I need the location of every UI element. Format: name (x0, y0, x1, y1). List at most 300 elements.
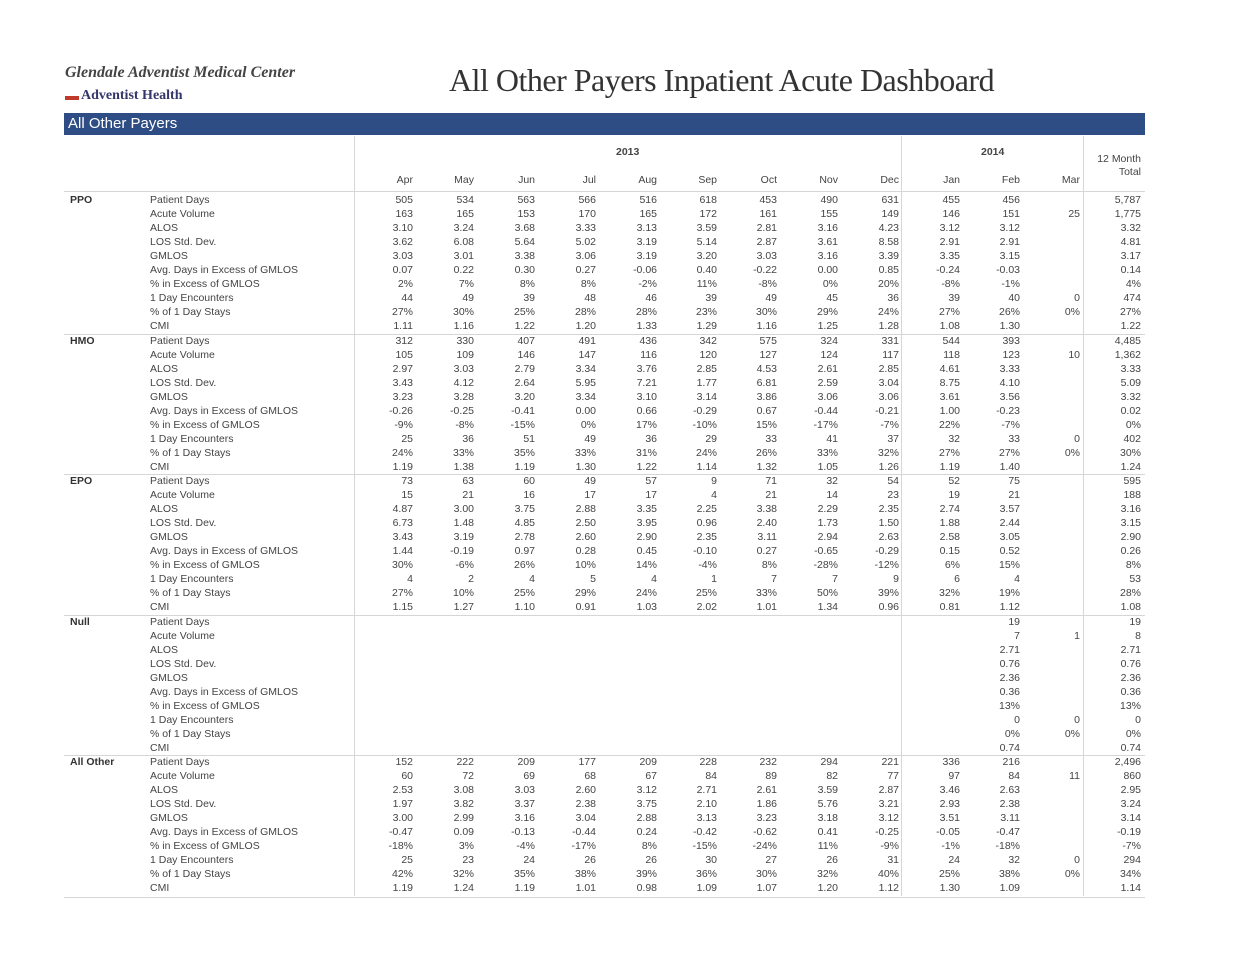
month-header-jun: Jun (518, 174, 535, 186)
data-cell: 4.53 (756, 362, 777, 375)
data-cell: 2.25 (696, 503, 717, 516)
data-cell: 1.29 (696, 320, 717, 333)
data-cell: 2.60 (575, 531, 596, 544)
data-cell: 20% (877, 278, 899, 291)
row-label: Acute Volume (150, 629, 215, 642)
data-cell: 1.19 (514, 882, 535, 895)
data-cell: 2.10 (696, 798, 717, 811)
data-cell: 60 (401, 770, 413, 783)
data-cell: 39 (948, 292, 960, 305)
data-cell: 216 (1002, 756, 1020, 768)
data-cell: 26% (513, 559, 535, 572)
data-cell: 3.28 (453, 390, 474, 403)
data-cell: 2.81 (756, 222, 777, 235)
row-label: GMLOS (150, 250, 188, 263)
data-cell: 3.86 (756, 390, 777, 403)
total-cell: -0.19 (1117, 826, 1141, 839)
row-label: LOS Std. Dev. (150, 657, 217, 670)
data-cell: 5.95 (575, 376, 596, 389)
data-cell: 10% (574, 559, 596, 572)
row-label: % of 1 Day Stays (150, 587, 231, 600)
data-cell: 3.38 (756, 503, 777, 516)
data-cell: 3.51 (939, 812, 960, 825)
data-cell: 3.59 (817, 784, 838, 797)
row-label: ALOS (150, 222, 179, 235)
data-cell: 1.20 (817, 882, 838, 895)
data-cell: 1.27 (453, 601, 474, 614)
data-cell: 44 (401, 292, 413, 305)
data-cell: 6.08 (453, 236, 474, 249)
data-cell: 534 (456, 194, 474, 206)
data-cell: 3.33 (999, 362, 1020, 375)
data-cell: 3.57 (999, 503, 1020, 516)
data-cell: -0.21 (875, 404, 899, 417)
data-cell: 1.15 (392, 601, 413, 614)
data-cell: 4.61 (939, 362, 960, 375)
data-cell: 124 (820, 348, 838, 361)
data-cell: 8% (580, 278, 596, 291)
data-cell: 13% (998, 699, 1020, 712)
data-cell: 24% (695, 446, 717, 459)
data-cell: 453 (759, 194, 777, 206)
data-cell: 161 (759, 208, 777, 221)
data-cell: 0.09 (453, 826, 474, 839)
row-label: ALOS (150, 503, 179, 516)
data-cell: 68 (584, 770, 596, 783)
data-cell: 3.03 (392, 250, 413, 263)
data-cell: 3.68 (514, 222, 535, 235)
data-cell: 0.85 (878, 264, 899, 277)
data-cell: 491 (578, 334, 596, 347)
data-cell: 3.01 (453, 250, 474, 263)
data-cell: 505 (395, 194, 413, 206)
total-cell: 4.81 (1120, 236, 1141, 249)
month-header-sep: Sep (698, 174, 717, 186)
data-cell: 1.19 (514, 460, 535, 473)
data-cell: 1.14 (696, 460, 717, 473)
data-cell: 3.43 (392, 531, 413, 544)
data-cell: 3.75 (514, 503, 535, 516)
data-cell: -0.10 (693, 545, 717, 558)
data-cell: 1.40 (999, 460, 1020, 473)
data-cell: 45 (826, 292, 838, 305)
data-cell: 3.06 (575, 250, 596, 263)
data-cell: 1.26 (878, 460, 899, 473)
data-cell: 2.87 (878, 784, 899, 797)
data-cell: 2.38 (575, 798, 596, 811)
row-label: Acute Volume (150, 770, 215, 783)
data-cell: 32% (816, 868, 838, 881)
data-cell: 3.05 (999, 531, 1020, 544)
data-cell: 36 (462, 432, 474, 445)
data-cell: 2.36 (999, 671, 1020, 684)
data-cell: 3.19 (636, 236, 657, 249)
data-cell: 22% (938, 418, 960, 431)
data-cell: 25 (401, 854, 413, 867)
row-label: CMI (150, 460, 170, 473)
page-title: All Other Payers Inpatient Acute Dashboard (449, 62, 995, 98)
total-cell: 8% (1125, 559, 1141, 572)
data-cell: 2.61 (756, 784, 777, 797)
data-cell: -0.44 (814, 404, 838, 417)
data-cell: 436 (639, 334, 657, 347)
data-cell: 456 (1002, 194, 1020, 206)
data-cell: 2.63 (999, 784, 1020, 797)
data-cell: 49 (584, 432, 596, 445)
data-cell: 1.10 (514, 601, 535, 614)
row-label: Acute Volume (150, 489, 215, 502)
data-cell: 49 (765, 292, 777, 305)
data-cell: 3.04 (878, 376, 899, 389)
data-cell: -0.42 (693, 826, 717, 839)
data-cell: 42% (391, 868, 413, 881)
data-cell: 36 (645, 432, 657, 445)
data-cell: 54 (887, 475, 899, 487)
total-cell: 27% (1119, 306, 1141, 319)
data-cell: 3.21 (878, 798, 899, 811)
total-cell: 30% (1119, 446, 1141, 459)
data-cell: 221 (881, 756, 899, 768)
data-cell: 29% (574, 587, 596, 600)
data-cell: -9% (394, 418, 413, 431)
data-cell: 118 (943, 348, 960, 361)
data-cell: 8% (519, 278, 535, 291)
month-header-mar: Mar (1061, 174, 1080, 186)
data-cell: 2.85 (878, 362, 899, 375)
data-cell: 105 (395, 348, 413, 361)
data-cell: 8.75 (939, 376, 960, 389)
group-label: HMO (70, 334, 95, 347)
row-label: % of 1 Day Stays (150, 727, 231, 740)
data-cell: -18% (388, 840, 413, 853)
data-cell: 24% (391, 446, 413, 459)
total-cell: 34% (1119, 868, 1141, 881)
row-label: 1 Day Encounters (150, 432, 234, 445)
data-cell: 120 (699, 348, 717, 361)
data-cell: 2.85 (696, 362, 717, 375)
data-cell: 0.96 (878, 601, 899, 614)
data-cell: 1.19 (392, 882, 413, 895)
data-cell: 2.91 (939, 236, 960, 249)
total-cell: 8 (1135, 629, 1141, 642)
data-cell: 1.30 (999, 320, 1020, 333)
data-cell: 32% (938, 587, 960, 600)
total-cell: 474 (1123, 292, 1141, 305)
data-cell: 1.88 (939, 517, 960, 530)
total-header-line1: 12 Month (1097, 153, 1141, 165)
data-cell: 0 (1074, 432, 1080, 445)
data-cell: 3.38 (514, 250, 535, 263)
data-cell: -7% (880, 418, 899, 431)
data-cell: 575 (759, 334, 777, 347)
data-cell: 3.16 (817, 250, 838, 263)
total-cell: 0% (1125, 727, 1141, 740)
data-cell: 222 (456, 756, 474, 768)
month-header-jul: Jul (582, 174, 596, 186)
row-label: Acute Volume (150, 348, 215, 361)
total-cell: -7% (1122, 840, 1141, 853)
data-cell: 3.12 (999, 222, 1020, 235)
data-cell: 0.28 (575, 545, 596, 558)
data-cell: 0.81 (939, 601, 960, 614)
data-cell: 1.38 (453, 460, 474, 473)
data-cell: 51 (523, 432, 535, 445)
data-cell: 84 (705, 770, 717, 783)
data-cell: 1.01 (575, 882, 596, 895)
row-label: ALOS (150, 362, 179, 375)
data-cell: 49 (462, 292, 474, 305)
data-cell: 77 (887, 770, 899, 783)
data-cell: 0.76 (999, 657, 1020, 670)
data-cell: 1.07 (756, 882, 777, 895)
table-bottom-border (64, 897, 1145, 898)
data-cell: 29 (705, 432, 717, 445)
data-cell: 6 (954, 573, 960, 586)
data-cell: 3.23 (756, 812, 777, 825)
data-cell: 31 (887, 854, 899, 867)
total-cell: 1,775 (1114, 208, 1141, 221)
data-cell: 2.53 (392, 784, 413, 797)
row-label: 1 Day Encounters (150, 713, 234, 726)
data-cell: 14% (635, 559, 657, 572)
total-cell: 1.14 (1120, 882, 1141, 895)
total-cell: 19 (1129, 615, 1141, 628)
header-divider (64, 191, 1145, 192)
data-cell: 0.22 (453, 264, 474, 277)
data-cell: 2.38 (999, 798, 1020, 811)
data-cell: 2.58 (939, 531, 960, 544)
data-cell: 3.59 (696, 222, 717, 235)
data-cell: 163 (395, 208, 413, 221)
data-cell: 84 (1008, 770, 1020, 783)
data-cell: 3.14 (696, 390, 717, 403)
row-label: LOS Std. Dev. (150, 798, 217, 811)
data-cell: 0 (1074, 292, 1080, 305)
data-cell: 8% (761, 559, 777, 572)
data-cell: 60 (523, 475, 535, 487)
data-cell: 1.77 (696, 376, 717, 389)
data-cell: 40% (877, 868, 899, 881)
data-cell: 32% (452, 868, 474, 881)
data-cell: 331 (881, 334, 899, 347)
data-cell: 146 (517, 348, 535, 361)
data-cell: 21 (1008, 489, 1020, 502)
data-cell: -0.23 (996, 404, 1020, 417)
row-label: 1 Day Encounters (150, 292, 234, 305)
total-cell: 2.95 (1120, 784, 1141, 797)
data-cell: 3.82 (453, 798, 474, 811)
data-cell: 3.35 (636, 503, 657, 516)
row-label: Patient Days (150, 334, 210, 347)
data-cell: 1.09 (999, 882, 1020, 895)
data-cell: 75 (1008, 475, 1020, 487)
total-cell: 595 (1123, 475, 1141, 487)
logo-mark-icon (65, 96, 79, 100)
row-label: % in Excess of GMLOS (150, 559, 260, 572)
data-cell: 3.56 (999, 390, 1020, 403)
data-cell: 5 (590, 573, 596, 586)
data-cell: -0.26 (389, 404, 413, 417)
data-cell: 9 (893, 573, 899, 586)
year-2014-label: 2014 (981, 146, 1005, 158)
month-header-apr: Apr (396, 174, 413, 186)
data-cell: 7 (832, 573, 838, 586)
data-cell: 38% (998, 868, 1020, 881)
data-cell: 35% (513, 446, 535, 459)
data-cell: -0.25 (450, 404, 474, 417)
total-cell: 4% (1125, 278, 1141, 291)
data-cell: 11% (817, 840, 838, 853)
total-cell: 5,787 (1114, 194, 1141, 206)
data-cell: 0% (1064, 446, 1080, 459)
total-cell: 2.71 (1120, 643, 1141, 656)
data-cell: 4.23 (878, 222, 899, 235)
data-cell: 2.79 (514, 362, 535, 375)
data-cell: 24 (948, 854, 960, 867)
data-cell: 155 (820, 208, 838, 221)
data-cell: 165 (639, 208, 657, 221)
row-label: Patient Days (150, 756, 210, 768)
data-cell: 165 (456, 208, 474, 221)
data-cell: 26% (998, 306, 1020, 319)
data-cell: 0% (822, 278, 838, 291)
row-label: 1 Day Encounters (150, 854, 234, 867)
data-cell: 0 (1074, 854, 1080, 867)
data-cell: 0.45 (636, 545, 657, 558)
data-cell: 0.24 (636, 826, 657, 839)
data-cell: 2.94 (817, 531, 838, 544)
data-cell: 11 (1069, 770, 1080, 783)
data-cell: 27% (938, 306, 960, 319)
data-cell: 2.99 (453, 812, 474, 825)
data-cell: 1 (711, 573, 717, 586)
data-cell: 71 (765, 475, 777, 487)
data-cell: 2.88 (636, 812, 657, 825)
data-cell: 33% (574, 446, 596, 459)
data-cell: 3.18 (817, 812, 838, 825)
data-cell: 50% (816, 587, 838, 600)
row-label: GMLOS (150, 531, 188, 544)
data-cell: 3.16 (514, 812, 535, 825)
row-label: Patient Days (150, 615, 210, 628)
data-cell: 324 (820, 334, 838, 347)
data-cell: 5.76 (817, 798, 838, 811)
data-cell: 3.33 (575, 222, 596, 235)
data-cell: 2.97 (392, 362, 413, 375)
data-cell: 0.40 (696, 264, 717, 277)
data-cell: 26 (645, 854, 657, 867)
row-label: CMI (150, 601, 170, 614)
data-cell: 33% (755, 587, 777, 600)
data-cell: 2.71 (696, 784, 717, 797)
data-cell: 0.66 (636, 404, 657, 417)
data-cell: 0.96 (696, 517, 717, 530)
data-cell: 1.01 (756, 601, 777, 614)
total-cell: 4,485 (1114, 334, 1141, 347)
total-cell: 2.36 (1120, 671, 1141, 684)
data-cell: 2.35 (878, 503, 899, 516)
data-cell: 232 (759, 756, 777, 768)
row-label: % in Excess of GMLOS (150, 418, 260, 431)
column-divider (901, 136, 902, 896)
data-cell: 3.06 (878, 390, 899, 403)
data-cell: 23% (695, 306, 717, 319)
data-cell: 2.64 (514, 376, 535, 389)
data-cell: 2.59 (817, 376, 838, 389)
data-cell: 27% (391, 587, 413, 600)
year-2013-label: 2013 (616, 146, 640, 158)
data-cell: 127 (759, 348, 777, 361)
data-cell: 1.32 (756, 460, 777, 473)
data-cell: 21 (765, 489, 777, 502)
row-label: CMI (150, 320, 170, 333)
data-cell: 4 (1014, 573, 1020, 586)
data-cell: 393 (1002, 334, 1020, 347)
data-cell: -18% (995, 840, 1020, 853)
data-cell: 3.13 (696, 812, 717, 825)
organization-name: Glendale Adventist Medical Center (65, 64, 296, 81)
data-cell: 39 (705, 292, 717, 305)
data-cell: 0.52 (999, 545, 1020, 558)
data-cell: 1.33 (636, 320, 657, 333)
data-cell: 3.16 (817, 222, 838, 235)
data-cell: 63 (462, 475, 474, 487)
data-cell: 3.10 (392, 222, 413, 235)
dashboard-table (64, 136, 1145, 896)
month-header-nov: Nov (819, 174, 838, 186)
data-cell: 26 (826, 854, 838, 867)
total-cell: 3.14 (1120, 812, 1141, 825)
data-cell: 46 (645, 292, 657, 305)
total-header-line2: Total (1118, 166, 1141, 178)
data-cell: -8% (455, 418, 474, 431)
data-cell: 3.00 (453, 503, 474, 516)
group-divider (64, 755, 1145, 756)
row-label: CMI (150, 882, 170, 895)
data-cell: 3.03 (453, 362, 474, 375)
data-cell: 3.10 (636, 390, 657, 403)
total-cell: 0.76 (1120, 657, 1141, 670)
data-cell: 0.67 (756, 404, 777, 417)
data-cell: 24% (877, 306, 899, 319)
data-cell: 0.98 (636, 882, 657, 895)
group-divider (64, 615, 1145, 616)
data-cell: 3.12 (878, 812, 899, 825)
data-cell: 455 (942, 194, 960, 206)
data-cell: 7% (458, 278, 474, 291)
data-cell: 566 (578, 194, 596, 206)
row-label: Patient Days (150, 475, 210, 487)
data-cell: 24 (523, 854, 535, 867)
data-cell: 39 (523, 292, 535, 305)
data-cell: 1.22 (636, 460, 657, 473)
data-cell: 11% (696, 278, 717, 291)
data-cell: 3.34 (575, 362, 596, 375)
total-cell: 294 (1123, 854, 1141, 867)
total-cell: 1,362 (1114, 348, 1141, 361)
total-cell: 0 (1135, 713, 1141, 726)
data-cell: 37 (887, 432, 899, 445)
data-cell: 3.19 (636, 250, 657, 263)
data-cell: 31% (635, 446, 657, 459)
row-label: ALOS (150, 643, 179, 656)
month-header-may: May (454, 174, 474, 186)
data-cell: 0.30 (514, 264, 535, 277)
data-cell: 209 (639, 756, 657, 768)
group-label: All Other (70, 756, 115, 768)
total-cell: 402 (1123, 432, 1141, 445)
total-cell: 1.24 (1120, 460, 1141, 473)
